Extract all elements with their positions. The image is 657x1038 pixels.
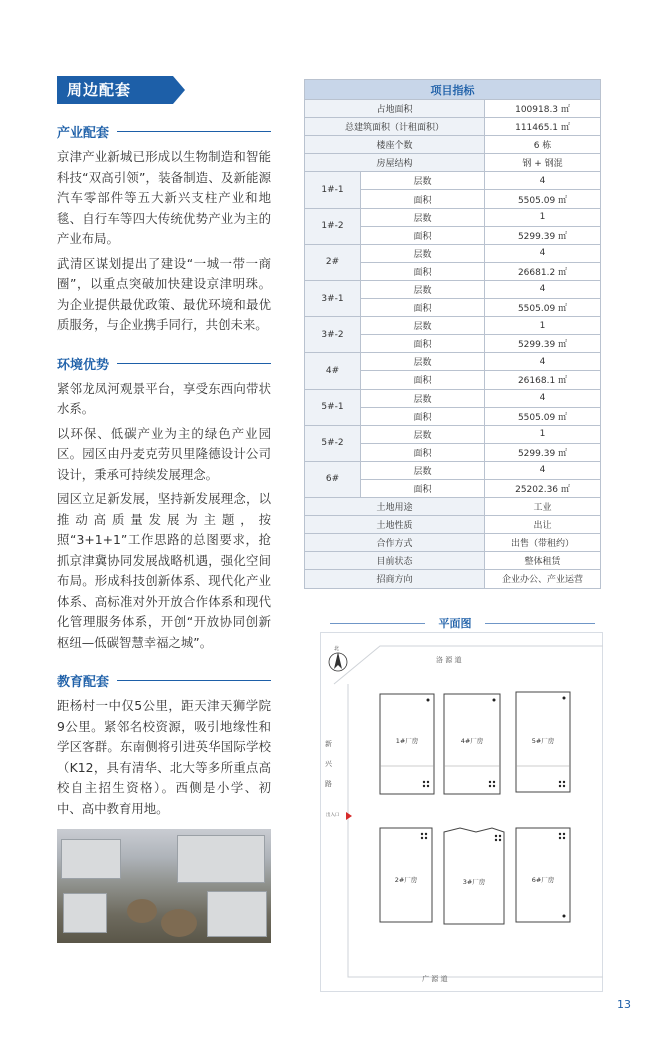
- section-banner: [57, 76, 173, 104]
- floors-label-cell: 层数: [361, 280, 485, 298]
- education-para-1: 距杨村一中仅5公里，距天津天狮学院9公里。紧邻名校资源，吸引地缘性和学区客群。东南侧将引进英华国际学校（K12，具有清华、北大等多所重点高校自主招生资格）。西侧是小学、初中、高中教育用地。: [57, 698, 271, 816]
- building-6: [516, 828, 570, 922]
- building-name-cell: 3#-1: [305, 280, 361, 316]
- floors-value-cell: 4: [485, 172, 601, 190]
- road-left-label-2: 兴: [325, 760, 332, 768]
- building-4-label: 4#厂房: [460, 737, 484, 745]
- floors-value-cell: 1: [485, 425, 601, 443]
- building-name-cell: 4#: [305, 353, 361, 389]
- table-row: [305, 516, 601, 534]
- education-heading: [57, 671, 271, 690]
- row-value: 企业办公、产业运营: [485, 570, 601, 588]
- row-label: 土地用途: [305, 498, 485, 516]
- table-row: [305, 425, 601, 443]
- floors-label-cell: 层数: [361, 425, 485, 443]
- row-value: 6 栋: [485, 136, 601, 154]
- photo-tree: [161, 909, 197, 937]
- building-2: [380, 828, 432, 922]
- road-left-label-1: 新: [325, 740, 332, 748]
- area-value-cell: 5505.09 ㎡: [485, 190, 601, 208]
- project-spec-table: [304, 79, 601, 589]
- row-value: 出售（带租约）: [485, 534, 601, 552]
- floors-value-cell: 4: [485, 353, 601, 371]
- area-label-cell: 面积: [361, 371, 485, 389]
- industry-para-1: 京津产业新城已形成以生物制造和智能科技“双高引领”，装备制造、及新能源汽车零部件等五大新兴支柱产业和地毯、自行车等四大传统优势产业为主的产业布局。: [57, 149, 271, 246]
- table-header-row: [305, 80, 601, 100]
- area-value-cell: 26681.2 ㎡: [485, 262, 601, 280]
- area-value-cell: 26168.1 ㎡: [485, 371, 601, 389]
- environment-heading: [57, 354, 271, 373]
- row-label: 合作方式: [305, 534, 485, 552]
- building-name-cell: 1#-2: [305, 208, 361, 244]
- area-value-cell: 5505.09 ㎡: [485, 407, 601, 425]
- building-name-cell: 2#: [305, 244, 361, 280]
- table-row: [305, 136, 601, 154]
- section-title: 周边配套: [67, 81, 132, 99]
- building-5: [516, 692, 570, 792]
- table-row: [305, 389, 601, 407]
- building-6-label: 6#厂房: [531, 876, 555, 884]
- row-value: 钢 + 钢混: [485, 154, 601, 172]
- row-label: 土地性质: [305, 516, 485, 534]
- building-2-label: 2#厂房: [394, 876, 418, 884]
- table-row: [305, 100, 601, 118]
- area-value-cell: 5299.39 ㎡: [485, 226, 601, 244]
- floors-label-cell: 层数: [361, 461, 485, 479]
- floors-value-cell: 4: [485, 389, 601, 407]
- building-1: [380, 694, 434, 794]
- north-label: 北: [334, 646, 340, 652]
- photo-tree: [127, 899, 157, 923]
- road-left-label-3: 路: [325, 780, 332, 788]
- building-4: [444, 694, 500, 794]
- floors-value-cell: 4: [485, 244, 601, 262]
- environment-para-3: 园区立足新发展，坚持新发展理念，以推动高质量发展为主题，按照“3+1+1”工作思路的总图要求，抢抓京津冀协同发展战略机遇，强化空间布局。形成科技创新体系、现代化产业体系、高标准对外开放合作体系和现代化管理服务体系，开创“开放协同创新枢纽—低碳智慧幸福之城”。: [57, 491, 271, 650]
- road-bottom-label: 广 源 道: [422, 975, 448, 983]
- table-row: [305, 498, 601, 516]
- table-row: [305, 244, 601, 262]
- table-row: [305, 461, 601, 479]
- table-row: [305, 570, 601, 588]
- area-value-cell: 5299.39 ㎡: [485, 335, 601, 353]
- floors-label-cell: 层数: [361, 208, 485, 226]
- row-label: 总建筑面积（计租面积）: [305, 118, 485, 136]
- building-name-cell: 5#-1: [305, 389, 361, 425]
- area-label-cell: 面积: [361, 190, 485, 208]
- table-row: [305, 317, 601, 335]
- row-label: 目前状态: [305, 552, 485, 570]
- road-top-label: 洛 源 道: [436, 656, 462, 664]
- table-row: [305, 353, 601, 371]
- row-value: 工业: [485, 498, 601, 516]
- heading-rule: [117, 131, 271, 132]
- floors-value-cell: 1: [485, 317, 601, 335]
- floors-value-cell: 4: [485, 461, 601, 479]
- aerial-photo: [57, 829, 271, 943]
- table-row: [305, 118, 601, 136]
- table-row: [305, 534, 601, 552]
- photo-building: [63, 893, 107, 933]
- table-row: [305, 154, 601, 172]
- row-value: 100918.3 ㎡: [485, 100, 601, 118]
- right-column: [304, 79, 601, 589]
- bottom-rows: [305, 498, 601, 588]
- site-plan: [320, 632, 603, 992]
- floors-value-cell: 4: [485, 280, 601, 298]
- entrance-label: 出入口: [326, 813, 340, 818]
- industry-heading-text: 产业配套: [57, 126, 110, 141]
- row-label: 房屋结构: [305, 154, 485, 172]
- table-row: [305, 552, 601, 570]
- row-label: 招商方向: [305, 570, 485, 588]
- industry-heading: [57, 122, 271, 141]
- floors-label-cell: 层数: [361, 172, 485, 190]
- group-rows: [305, 172, 601, 498]
- photo-building: [207, 891, 267, 937]
- floors-label-cell: 层数: [361, 244, 485, 262]
- building-name-cell: 1#-1: [305, 172, 361, 208]
- table-title: 项目指标: [305, 80, 601, 100]
- area-label-cell: 面积: [361, 479, 485, 497]
- area-label-cell: 面积: [361, 299, 485, 317]
- core-markers: [421, 697, 566, 918]
- photo-building: [61, 839, 121, 879]
- area-label-cell: 面积: [361, 335, 485, 353]
- area-label-cell: 面积: [361, 226, 485, 244]
- area-value-cell: 5505.09 ㎡: [485, 299, 601, 317]
- environment-heading-text: 环境优势: [57, 357, 110, 373]
- heading-rule: [117, 363, 271, 364]
- area-value-cell: 25202.36 ㎡: [485, 479, 601, 497]
- photo-building: [177, 835, 265, 883]
- row-label: 占地面积: [305, 100, 485, 118]
- row-value: 整体租赁: [485, 552, 601, 570]
- building-1-label: 1#厂房: [395, 737, 419, 745]
- area-label-cell: 面积: [361, 443, 485, 461]
- north-arrow-icon: [329, 652, 347, 671]
- building-name-cell: 6#: [305, 461, 361, 497]
- top-rows: [305, 100, 601, 172]
- row-value: 出让: [485, 516, 601, 534]
- floors-label-cell: 层数: [361, 353, 485, 371]
- floors-label-cell: 层数: [361, 317, 485, 335]
- building-3-label: 3#厂房: [462, 878, 486, 886]
- environment-para-1: 紧邻龙凤河观景平台，享受东西向带状水系。: [57, 380, 271, 416]
- area-label-cell: 面积: [361, 407, 485, 425]
- education-heading-text: 教育配套: [57, 675, 110, 690]
- floors-value-cell: 1: [485, 208, 601, 226]
- row-label: 楼座个数: [305, 136, 485, 154]
- table-row: [305, 172, 601, 190]
- plan-title: 平面图: [425, 615, 485, 631]
- table-row: [305, 208, 601, 226]
- table-row: [305, 280, 601, 298]
- page-number: 13: [617, 998, 631, 1011]
- industry-para-2: 武清区谋划提出了建设“一城一带一商圈”，以重点突破加快建设京津明珠。为企业提供最优政策、最优环境和最优质服务，与企业携手同行，共创未来。: [57, 255, 271, 332]
- floors-label-cell: 层数: [361, 389, 485, 407]
- left-column: [57, 76, 271, 943]
- environment-para-2: 以环保、低碳产业为主的绿色产业园区。园区由丹麦克劳贝里隆德设计公司设计，秉承可持续发展理念。: [57, 425, 271, 482]
- area-value-cell: 5299.39 ㎡: [485, 443, 601, 461]
- site-boundary: [334, 646, 603, 977]
- heading-rule: [117, 680, 271, 681]
- area-label-cell: 面积: [361, 262, 485, 280]
- row-value: 111465.1 ㎡: [485, 118, 601, 136]
- building-5-label: 5#厂房: [531, 737, 555, 745]
- building-name-cell: 3#-2: [305, 317, 361, 353]
- building-3: [444, 828, 504, 924]
- entrance-arrow-icon: [346, 812, 352, 820]
- building-name-cell: 5#-2: [305, 425, 361, 461]
